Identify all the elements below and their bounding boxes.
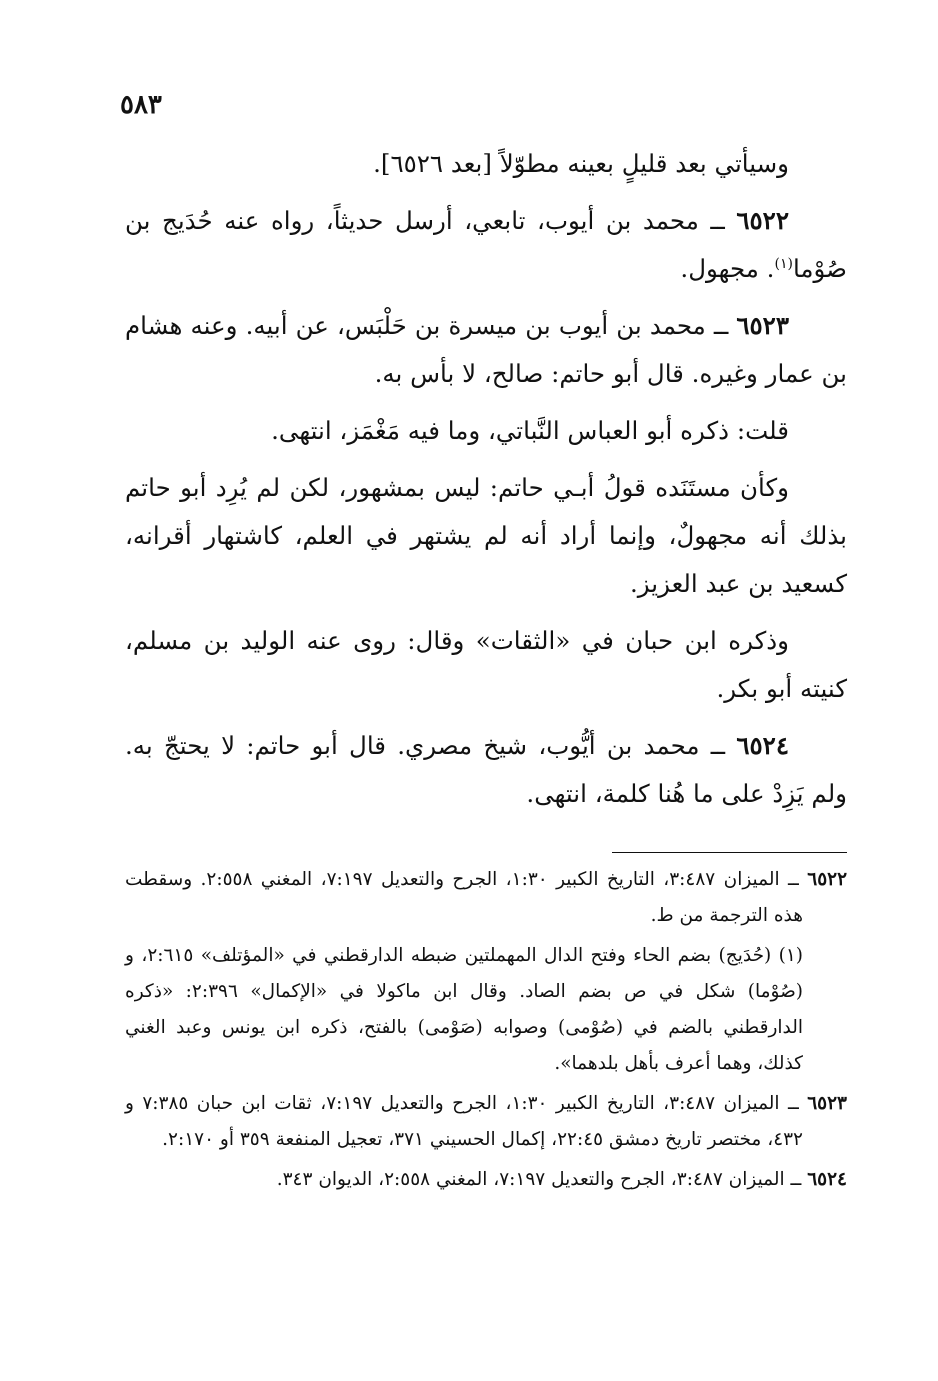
footnote-number: ٦٥٢٢ xyxy=(807,869,848,890)
footnote-text: ــ الميزان ٣:٤٨٧، التاريخ الكبير ١:٣٠، الجرح والتعديل ٧:١٩٧، ثقات ابن حبان ٧:٣٨٥ و ٤٣٢، مختصر تاريخ دمشق ٢٢:٤٥، إكمال الحسيني ٣٧١، تعجيل المنفعة ٣٥٩ أو ٢:١٧٠. xyxy=(125,1093,803,1150)
footnote-note-1 xyxy=(125,938,847,1082)
main-text xyxy=(125,140,847,827)
paragraph-text: وكأن مستَنَده قولُ أبـي حاتم: ليس بمشهور، لكن لم يُرِد أبو حاتم بذلك أنه مجهولٌ، وإنما أراد أنه لم يشتهر في العلم، كاشتهار أقرانه، كسعيد بن عبد العزيز. xyxy=(125,473,847,598)
footnote-number: ٦٥٢٤ xyxy=(807,1169,847,1190)
paragraph-text: وذكره ابن حبان في «الثقات» وقال: روى عنه الوليد بن مسلم، كنيته أبو بكر. xyxy=(125,626,847,703)
paragraph-comment xyxy=(125,407,847,455)
footnote-entry-6522 xyxy=(125,862,847,934)
footnote-entry-6524 xyxy=(125,1162,847,1198)
entry-text: ــ محمد بن أيوب بن ميسرة بن حَلْبَس، عن أبيه. وعنه هشام بن عمار وغيره. قال أبو حاتم: صالح، لا بأس به. xyxy=(125,311,847,388)
paragraph-comment xyxy=(125,464,847,608)
entry-6522 xyxy=(125,197,847,293)
page-number: ٥٨٣ xyxy=(120,90,162,120)
footnote-text: ــ الميزان ٣:٤٨٧، الجرح والتعديل ٧:١٩٧، المغني ٢:٥٥٨، الديوان ٣٤٣. xyxy=(276,1169,802,1190)
footnote-text: ــ الميزان ٣:٤٨٧، التاريخ الكبير ١:٣٠، الجرح والتعديل ٧:١٩٧، المغني ٢:٥٥٨. وسقطت هذه الترجمة من ط. xyxy=(125,869,803,926)
footnote-divider xyxy=(612,852,847,853)
paragraph-continuation xyxy=(125,140,847,188)
entry-text-tail: . مجهول. xyxy=(680,254,775,283)
entry-number: ٦٥٢٣ xyxy=(736,311,789,340)
entry-6523 xyxy=(125,302,847,398)
footnotes xyxy=(125,862,847,1202)
footnote-marker: (١) xyxy=(774,255,793,272)
entry-number: ٦٥٢٢ xyxy=(736,206,789,235)
paragraph-text: وسيأتي بعد قليلٍ بعينه مطوّلاً [بعد ٦٥٢٦]. xyxy=(373,149,789,178)
entry-text: ــ محمد بن أيوب، تابعي، أرسل حديثاً، رواه عنه حُدَيج بن صُوْما xyxy=(125,206,847,283)
entry-6524 xyxy=(125,722,847,818)
paragraph-text: قلت: ذكره أبو العباس النَّباتي، وما فيه مَغْمَز، انتهى. xyxy=(271,416,789,445)
footnote-entry-6523 xyxy=(125,1086,847,1158)
footnote-text: (حُدَيج) بضم الحاء وفتح الدال المهملتين ضبطه الدارقطني في «المؤتلف» ٢:٦١٥، و (صُوْما) شكل في ص بضم الصاد. وقال ابن ماكولا في «الإكمال» ٢:٣٩٦: «ذكره الدارقطني بالضم في (صُوْمى) وصوابه (صَوْمى) بالفتح، ذكره ابن يونس وعبد الغني كذلك، وهما أعرف بأهل بلدهما». xyxy=(125,945,803,1074)
entry-number: ٦٥٢٤ xyxy=(736,731,789,760)
footnote-number: (١) xyxy=(778,945,804,966)
entry-text: ــ محمد بن أيُّوب، شيخ مصري. قال أبو حاتم: لا يحتجّ به. ولم يَزِدْ على ما هُنا كلمة، انتهى. xyxy=(125,731,847,808)
footnote-number: ٦٥٢٣ xyxy=(807,1093,847,1114)
paragraph-comment xyxy=(125,617,847,713)
